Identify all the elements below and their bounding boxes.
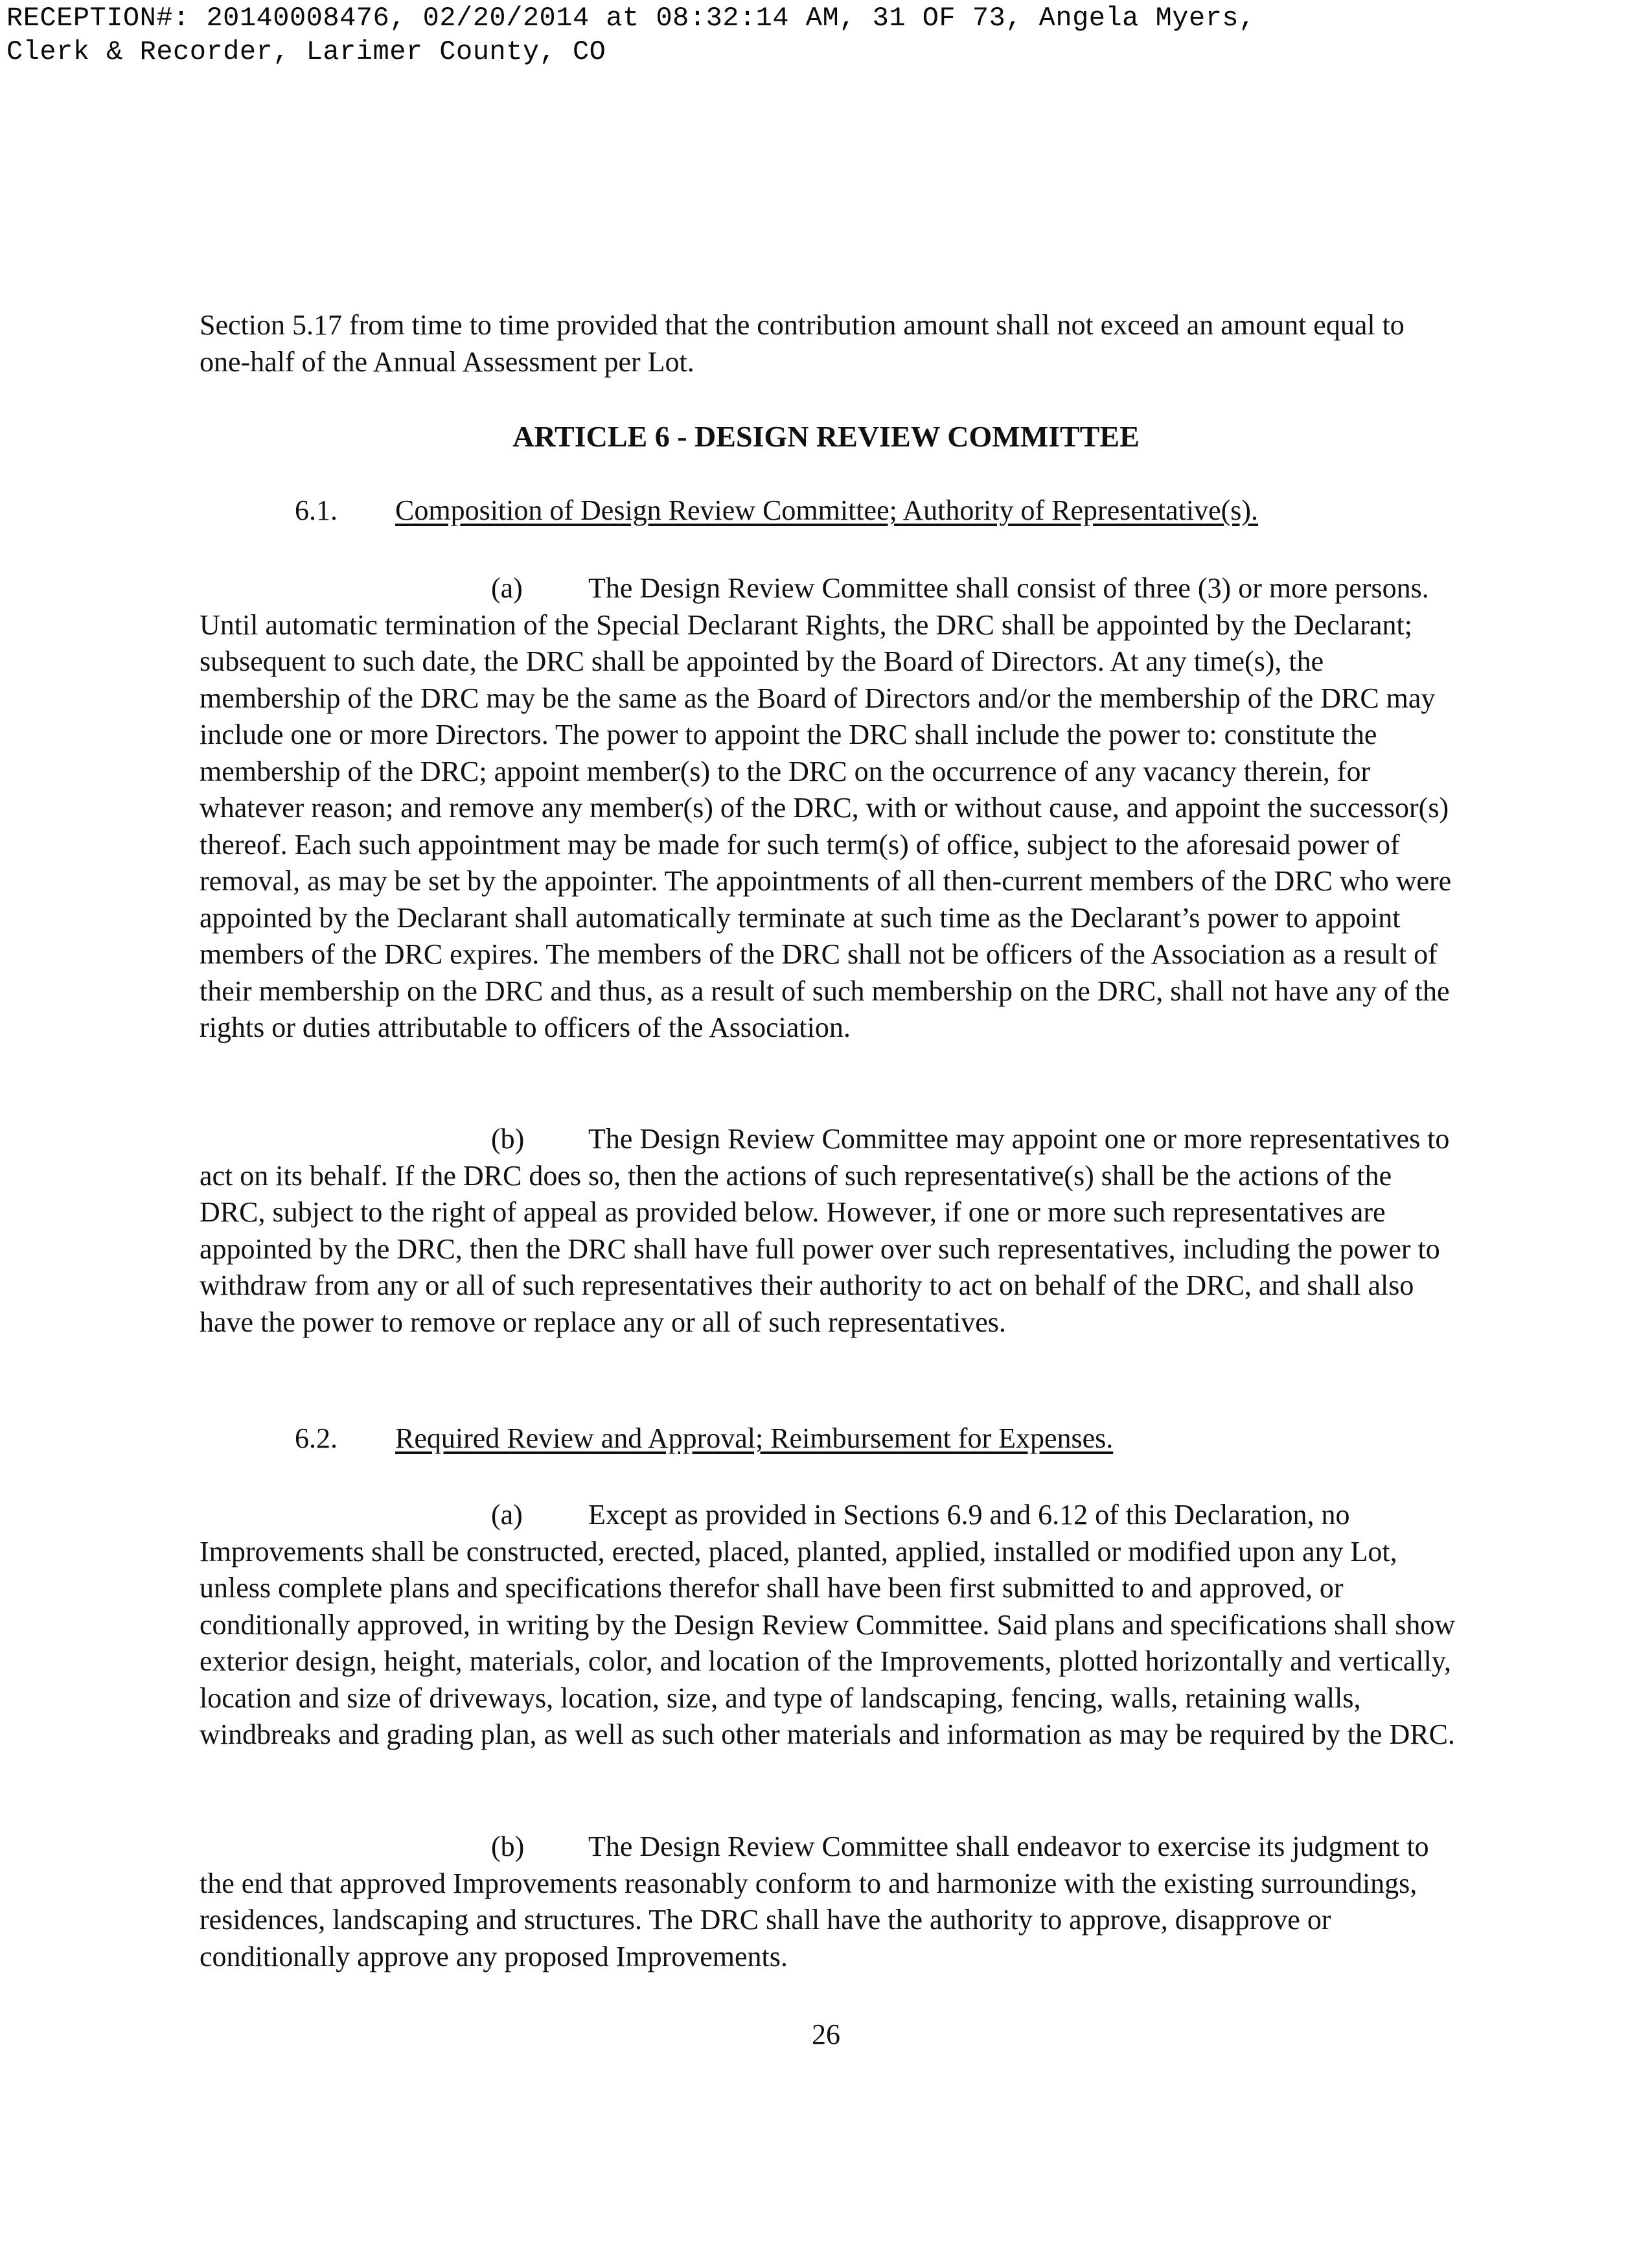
section-6-1-para-b <box>200 1121 1456 1341</box>
section-6-2-para-a-label: (a) <box>491 1499 523 1531</box>
section-6-2-number: 6.2. <box>295 1422 338 1454</box>
recording-stamp <box>6 1 1256 69</box>
section-6-1-para-b-block <box>200 1121 1456 1341</box>
section-6-1-para-a-text: The Design Review Committee shall consist of three (3) or more persons. Until automatic termination of the Special Declarant Rights, the DRC shall be appointed by the Declarant; subsequent to such date, the DRC shall be appointed by the Board of Directors. At any time(s), the membership of the DRC may be the same as the Board of Directors and/or the membership of the DRC may include one or more Directors. The power to appoint the DRC shall include the power to: constitute the membership of the DRC; appoint member(s) to the DRC on the occurrence of any vacancy therein, for whatever reason; and remove any member(s) of the DRC, with or without cause, and appoint the successor(s) thereof. Each such appointment may be made for such term(s) of office, subject to the aforesaid power of removal, as may be set by the appointer. The appointments of all then-current members of the DRC who were appointed by the Declarant shall automatically terminate at such time as the Declarant’s power to appoint members of the DRC expires. The members of the DRC shall not be officers of the Association as a result of their membership on the DRC and thus, as a result of such membership on the DRC, shall not have any of the rights or duties attributable to officers of the Association. <box>200 572 1452 1043</box>
section-6-1-para-b-label: (b) <box>491 1123 525 1155</box>
section-6-1-para-a-label: (a) <box>491 572 523 604</box>
section-6-2-para-b-label: (b) <box>491 1831 525 1862</box>
article-heading: ARTICLE 6 - DESIGN REVIEW COMMITTEE <box>512 420 1140 453</box>
section-6-1-number: 6.1. <box>295 494 338 526</box>
intro-paragraph: Section 5.17 from time to time provided that the contribution amount shall not exceed an amount equal to one-half of the Annual Assessment per Lot. <box>200 309 1405 378</box>
section-6-2-para-b <box>200 1829 1456 1975</box>
section-6-2-para-b-text: The Design Review Committee shall endeavor to exercise its judgment to the end that approved Improvements reasonably conform to and harmonize with the existing surroundings, residences, landscaping and structures. The DRC shall have the authority to approve, disapprove or conditionally approve any proposed Improvements. <box>200 1831 1429 1972</box>
section-6-2-para-a-block <box>200 1497 1456 1753</box>
page-number: 26 <box>812 2018 840 2050</box>
section-6-1-para-a-block <box>200 570 1456 1047</box>
section-6-1-heading <box>295 492 1258 529</box>
section-6-1-para-a <box>200 570 1456 1047</box>
section-6-2-para-a-text: Except as provided in Sections 6.9 and 6.12 of this Declaration, no Improvements shall be constructed, erected, placed, planted, applied, installed or modified upon any Lot, unless complete plans and specifications therefor shall have been first submitted to and approved, or conditionally approved, in writing by the Design Review Committee. Said plans and specifications shall show exterior design, height, materials, color, and location of the Improvements, plotted horizontally and vertically, location and size of driveways, location, size, and type of landscaping, fencing, walls, retaining walls, windbreaks and grading plan, as well as such other materials and information as may be required by the DRC. <box>200 1499 1456 1750</box>
section-6-2-para-a <box>200 1497 1456 1753</box>
section-6-1-title: Composition of Design Review Committee; Authority of Representative(s). <box>395 494 1259 526</box>
section-6-2-heading <box>295 1420 1113 1457</box>
recording-stamp-line-2: Clerk & Recorder, Larimer County, CO <box>6 36 606 67</box>
section-6-1-para-b-text: The Design Review Committee may appoint one or more representatives to act on its behalf. If the DRC does so, then the actions of such representative(s) shall be the actions of the DRC, subject to the right of appeal as provided below. However, if one or more such representatives are appointed by the DRC, then the DRC shall have full power over such representatives, including the power to withdraw from any or all of such representatives their authority to act on behalf of the DRC, and shall also have the power to remove or replace any or all of such representatives. <box>200 1123 1450 1338</box>
recording-stamp-line-1: RECEPTION#: 20140008476, 02/20/2014 at 08:32:14 AM, 31 OF 73, Angela Myers, <box>6 3 1256 34</box>
section-6-2-para-b-block <box>200 1829 1456 1975</box>
intro-paragraph-block <box>200 307 1456 380</box>
section-6-2-title: Required Review and Approval; Reimbursement for Expenses. <box>395 1422 1114 1454</box>
